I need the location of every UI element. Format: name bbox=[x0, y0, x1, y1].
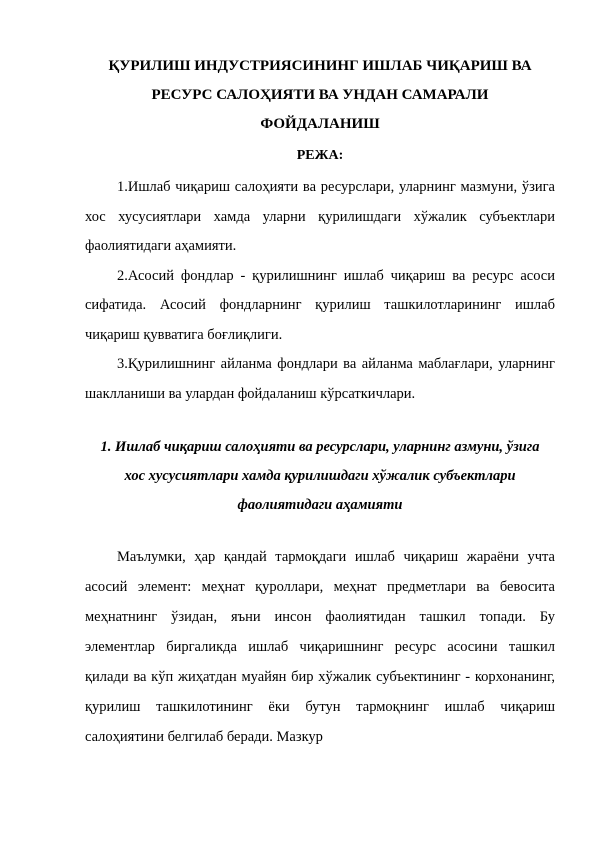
document-title: ҚУРИЛИШ ИНДУСТРИЯСИНИНГ ИШЛАБ ЧИҚАРИШ ВА РЕСУРС САЛОҲИЯТИ ВА УНДАН САМАРАЛИ ФОЙДАЛАНИШ bbox=[108, 58, 532, 132]
body-paragraph: Маълумки, ҳар қандай тармоқдаги ишлаб чиқариш жараёни учта асосий элемент: меҳнат қуроллари, меҳнат предметлари ва бевосита меҳнатнинг ўзидан, яъни инсон фаолиятидан ташкил топади. Бу элементлар биргаликда ишлаб чиқаришнинг ресурс асосини ташкил қилади ва кўп жиҳатдан муайян бир хўжалик субъектининг - корхонанинг, қурилиш ташкилотининг ёки бутун тармоқнинг ишлаб чиқариш салоҳиятини белгилаб беради. Мазкур bbox=[85, 549, 555, 745]
section-heading: 1. Ишлаб чиқариш салоҳияти ва ресурслари, уларнинг азмуни, ўзига хос хусусиятлари хамда қурилишдаги хўжалик субъектлари фаолиятидаги аҳамияти bbox=[100, 439, 540, 513]
plan-item-3: 3.Қурилишнинг айланма фондлари ва айланма маблағлари, уларнинг шаклланиши ва улардан фойдаланиш кўрсаткичлари. bbox=[85, 356, 555, 402]
document-page bbox=[85, 52, 555, 752]
plan-item-2: 2.Асосий фондлар - қурилишнинг ишлаб чиқариш ва ресурс асоси сифатида. Асосий фондларнинг қурилиш ташкилотларининг ишлаб чиқариш қувватига боғлиқлиги. bbox=[85, 267, 555, 343]
plan-heading: РЕЖА: bbox=[296, 148, 344, 163]
plan-item-1: 1.Ишлаб чиқариш салоҳияти ва ресурслари, уларнинг мазмуни, ўзига хос хусусиятлари хамда уларни қурилишдаги хўжалик субъектлари фаолиятидаги аҳамияти. bbox=[85, 179, 555, 254]
